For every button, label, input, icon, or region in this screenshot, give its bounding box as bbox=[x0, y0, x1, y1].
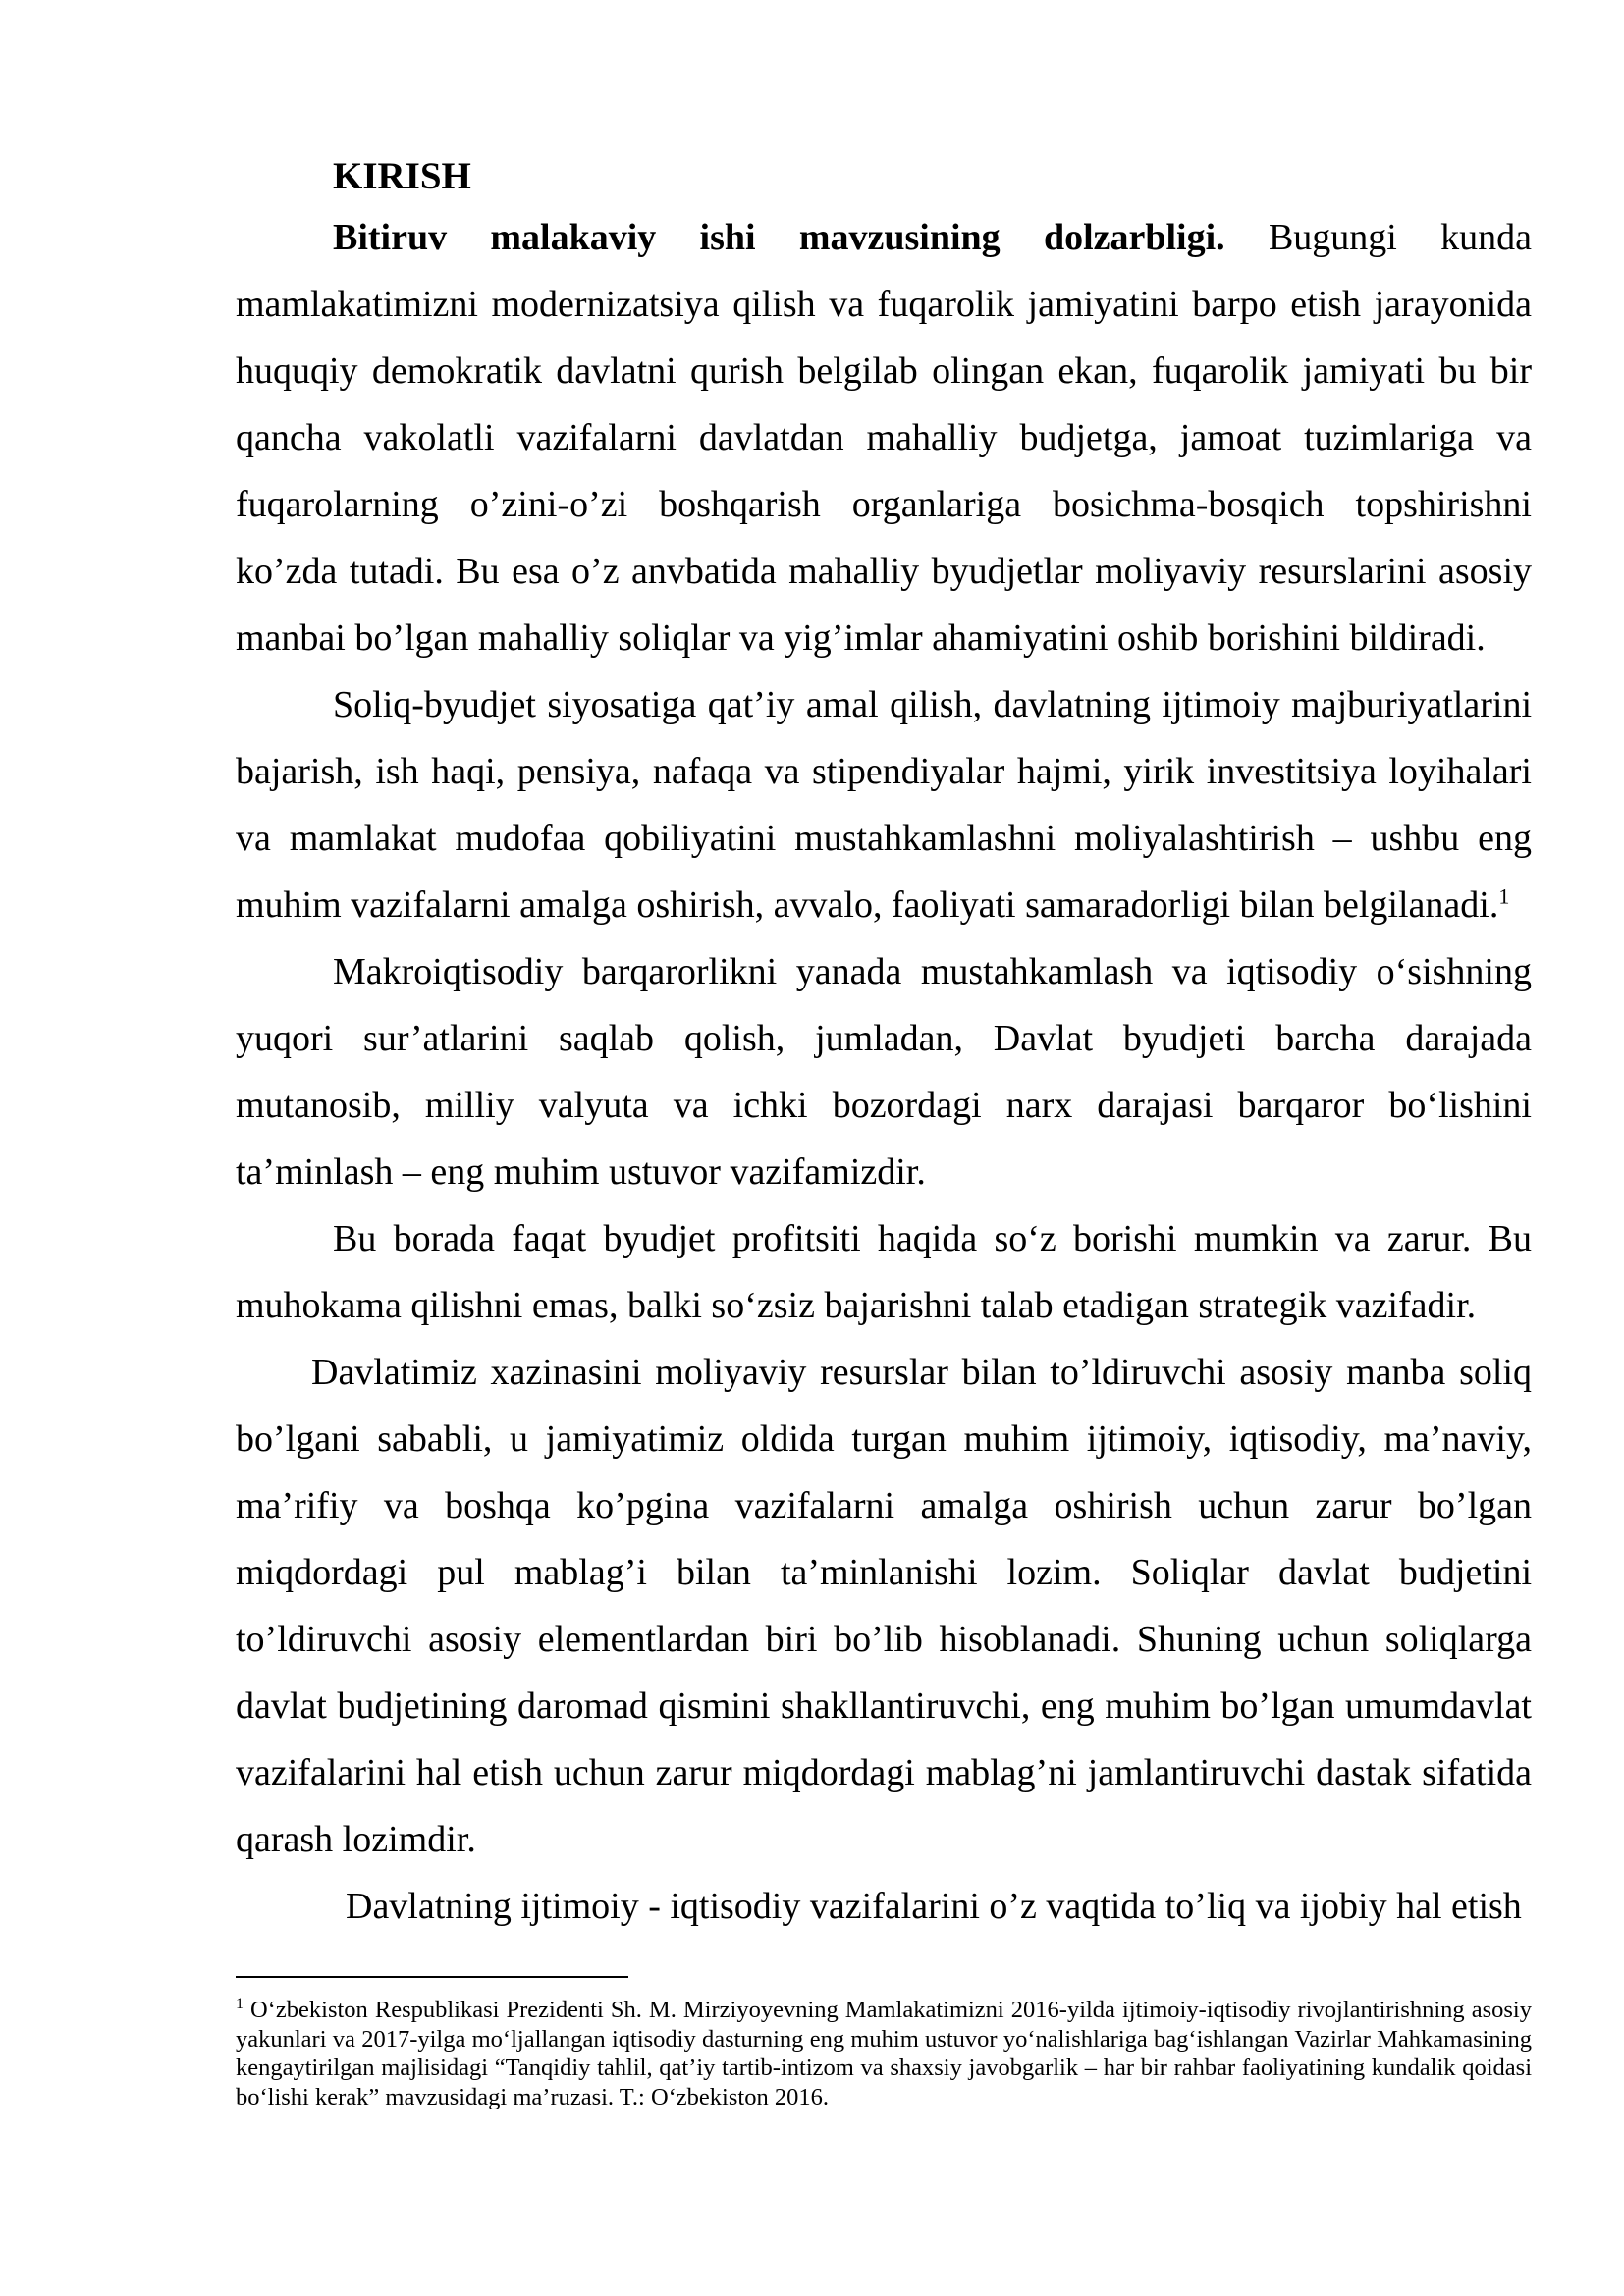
main-text bbox=[236, 149, 1532, 1940]
paragraph-fiscal-policy bbox=[236, 671, 1532, 938]
paragraph-lead: Bitiruv malakaviy ishi mavzusining dolzarbligi. bbox=[333, 217, 1225, 258]
paragraph-taxes: Davlatimiz xazinasini moliyaviy resurslar bilan to’ldiruvchi asosiy manba soliq bo’lgani sababli, u jamiyatimiz oldida turgan muhim ijtimoiy, iqtisodiy, ma’naviy, ma’rifiy va boshqa ko’pgina vazifalarni amalga oshirish uchun zarur bo’lgan miqdordagi pul mablag’i bilan ta’minlanishi lozim. Soliqlar davlat budjetini to’ldiruvchi asosiy elementlardan biri bo’lib hisoblanadi. Shuning uchun soliqlarga davlat budjetining daromad qismini shakllantiruvchi, eng muhim bo’lgan umumdavlat vazifalarini hal etish uchun zarur miqdordagi mablag’ni jamlantiruvchi dastak sifatida qarash lozimdir. bbox=[236, 1352, 1532, 1860]
paragraph-relevance bbox=[236, 204, 1532, 671]
footnote-reference[interactable]: 1 bbox=[1498, 883, 1510, 909]
footnote-marker: 1 bbox=[236, 1995, 244, 2012]
paragraph-budget-surplus: Bu borada faqat byudjet profitsiti haqida so‘z borishi mumkin va zarur. Bu muhokama qilishni emas, balki so‘zsiz bajarishni talab etadigan strategik vazifadir. bbox=[236, 1218, 1532, 1326]
footnote-text: O‘zbekiston Respublikasi Prezidenti Sh. M. Mirziyoyevning Mamlakatimizni 2016-yilda ijtimoiy-iqtisodiy rivojlantirishning asosiy yakunlari va 2017-yilga mo‘ljallangan iqtisodiy dasturning eng muhim ustuvor yo‘nalishlariga bag‘ishlangan Vazirlar Mahkamasining kengaytirilgan majlisidagi “Tanqidiy tahlil, qat’iy tartib-intizom va shaxsiy javobgarlik – har bir rahbar faoliyatining kundalik qoidasi bo‘lishi kerak” mavzusidagi ma’ruzasi. T.: O‘zbekiston 2016. bbox=[236, 1997, 1532, 2110]
footnote bbox=[236, 1996, 1532, 2111]
paragraph-text: Soliq-byudjet siyosatiga qat’iy amal qilish, davlatning ijtimoiy majburiyatlarini bajarish, ish haqi, pensiya, nafaqa va stipendiyalar hajmi, yirik investitsiya loyihalari va mamlakat mudofaa qobiliyatini mustahkamlashni moliyalashtirish – ushbu eng muhim vazifalarni amalga oshirish, avvalo, faoliyati samaradorligi bilan belgilanadi. bbox=[236, 684, 1532, 926]
paragraph-text: Bugungi kunda mamlakatimizni modernizatsiya qilish va fuqarolik jamiyatini barpo etish jarayonida huquqiy demokratik davlatni qurish belgilab olingan ekan, fuqarolik jamiyati bu bir qancha vakolatli vazifalarni davlatdan mahalliy budjetga, jamoat tuzimlariga va fuqarolarning o’zini-o’zi boshqarish organlariga bosichma-bosqich topshirishni ko’zda tutadi. Bu esa o’z anvbatida mahalliy byudjetlar moliyaviy resurslarini asosiy manbai bo’lgan mahalliy soliqlar va yig’imlar ahamiyatini oshib borishini bildiradi. bbox=[236, 217, 1532, 659]
paragraph-social-economic: Davlatning ijtimoiy - iqtisodiy vazifalarini o’z vaqtida to’liq va ijobiy hal etish bbox=[346, 1886, 1522, 1927]
paragraph-macroeconomic: Makroiqtisodiy barqarorlikni yanada mustahkamlash va iqtisodiy o‘sishning yuqori sur’atlarini saqlab qolish, jumladan, Davlat byudjeti barcha darajada mutanosib, milliy valyuta va ichki bozordagi narx darajasi barqaror bo‘lishini ta’minlash – eng muhim ustuvor vazifamizdir. bbox=[236, 951, 1532, 1193]
section-heading: KIRISH bbox=[333, 155, 471, 197]
footnote-separator bbox=[236, 1976, 628, 1978]
